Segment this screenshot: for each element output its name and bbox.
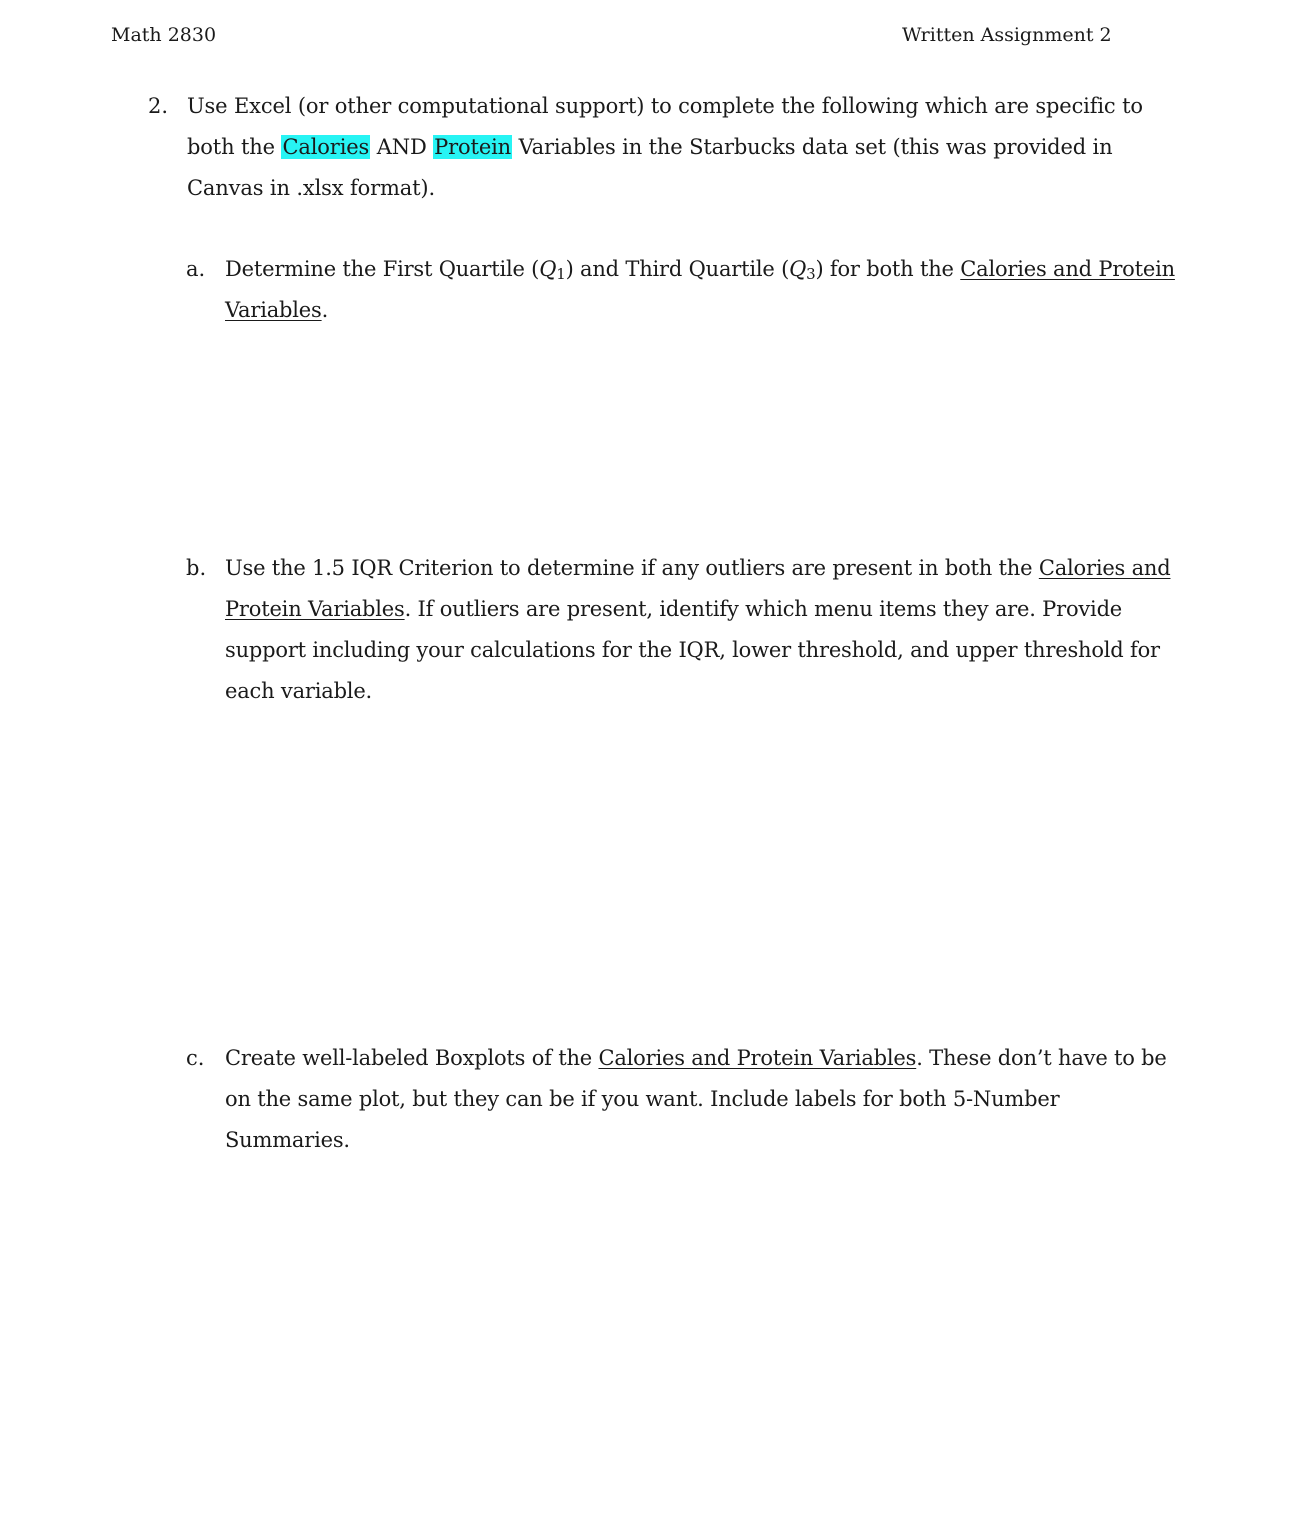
part-a-text [225, 249, 1186, 331]
question-number: 2. [148, 94, 169, 118]
part-c-underlined: Calories and Protein Variables [598, 1046, 917, 1070]
part-b-text-2: . If outliers are present, identify which menu items they are. Provide support including your calculations for the IQR, lower threshold, and upper threshold for each variable. [225, 597, 1160, 703]
intro-text-1: Use Excel (or other computational support) to complete the following which are specific to both the [187, 94, 1143, 159]
question-2 [148, 86, 1188, 209]
part-a-letter: a. [186, 257, 206, 281]
part-c-letter: c. [186, 1046, 205, 1070]
and-word: AND [376, 135, 427, 159]
part-b-letter: b. [186, 556, 207, 580]
part-a-text-2: ) and Third Quartile ( [565, 257, 790, 281]
highlight-calories: Calories [282, 135, 370, 159]
q3-symbol [789, 257, 815, 281]
part-b-text [225, 548, 1186, 712]
part-b [186, 548, 1186, 712]
part-a-underlined: Calories and Protein Variables [225, 257, 1175, 322]
part-b-text-1: Use the 1.5 IQR Criterion to determine if any outliers are present in both the [225, 556, 1039, 580]
part-a-text-3: ) for both the [815, 257, 961, 281]
part-c-text-1: Create well-labeled Boxplots of the [225, 1046, 599, 1070]
assignment-header: Written Assignment 2 [902, 24, 1112, 46]
q1-var: Q [539, 257, 557, 281]
intro-text-2: Variables in the Starbucks data set (this was provided in Canvas in .xlsx format). [187, 135, 1113, 200]
q3-sub: 3 [806, 265, 816, 283]
part-c [186, 1038, 1186, 1161]
part-b-underlined: Calories and Protein Variables [225, 556, 1171, 621]
part-c-text [225, 1038, 1186, 1161]
part-a-text-1: Determine the First Quartile ( [225, 257, 540, 281]
highlight-protein: Protein [434, 135, 512, 159]
q1-symbol [539, 257, 565, 281]
part-a [186, 249, 1186, 331]
part-a-text-4: . [321, 298, 329, 322]
question-intro [187, 86, 1188, 209]
part-c-text-2: . These don’t have to be on the same plot, but they can be if you want. Include labels for both 5-Number Summaries. [225, 1046, 1167, 1152]
course-header: Math 2830 [111, 24, 217, 46]
q1-sub: 1 [556, 265, 566, 283]
q3-var: Q [789, 257, 807, 281]
